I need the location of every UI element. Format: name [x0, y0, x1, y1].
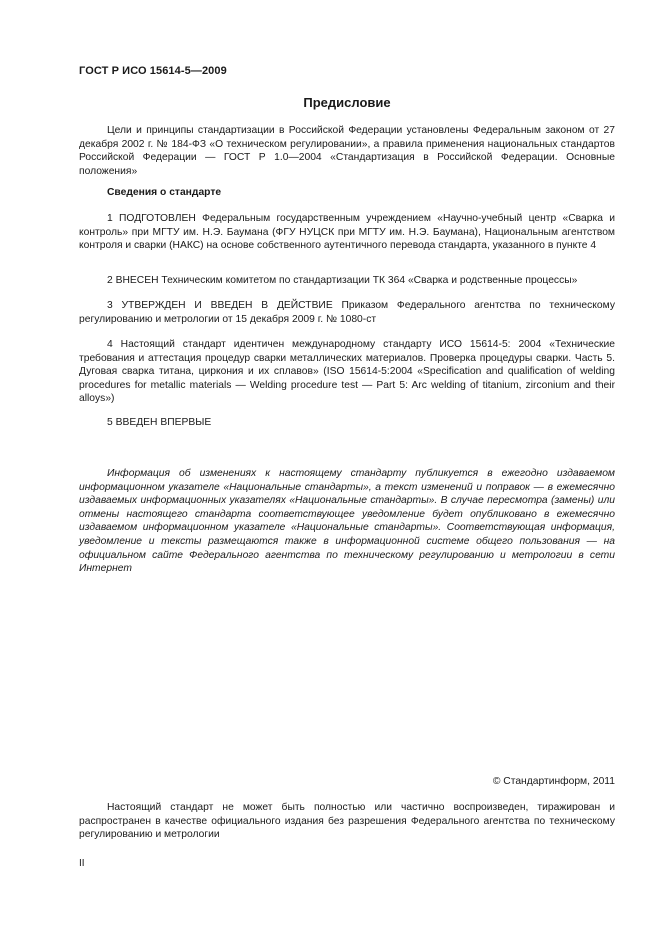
- item-5-block: [79, 416, 615, 430]
- item-1-block: [79, 212, 615, 253]
- item-4-block: [79, 338, 615, 406]
- standard-id: ГОСТ Р ИСО 15614-5—2009: [79, 65, 227, 77]
- section-heading: Сведения о стандарте: [107, 187, 222, 198]
- preface-intro-block: [79, 124, 615, 178]
- reproduction-notice: Настоящий стандарт не может быть полностью или частично воспроизведен, тиражирован и распространен в качестве официального издания без разрешения Федерального агентства по техническому регулированию и метрологии: [79, 802, 615, 841]
- preface-title: Предисловие: [303, 95, 391, 110]
- item-5: 5 ВВЕДЕН ВПЕРВЫЕ: [107, 417, 212, 428]
- section-heading-block: [79, 186, 615, 200]
- item-3-block: [79, 299, 615, 326]
- item-4: 4 Настоящий стандарт идентичен международному стандарту ИСО 15614-5: 2004 «Технические требования и аттестация процедур сварки металлических материалов. Проверка процедуры сварки. Часть 5. Дуговая сварка титана, циркония и их сплавов» (ISO 15614-5:2004 «Specification and qualification of welding procedures for metallic materials — Welding procedure test — Part 5: Arc welding of titanium, zirconium and their alloys»): [79, 339, 615, 405]
- page-number: II: [79, 858, 85, 869]
- notice-block: [79, 467, 615, 576]
- preface-intro: Цели и принципы стандартизации в Российской Федерации установлены Федеральным законом от 27 декабря 2002 г. № 184-ФЗ «О техническом регулировании», а правила применения национальных стандартов Российской Федерации — ГОСТ Р 1.0—2004 «Стандартизация в Российской Федерации. Основные положения»: [79, 125, 615, 177]
- item-2-block: [79, 274, 615, 288]
- copyright: © Стандартинформ, 2011: [492, 776, 615, 787]
- item-2: 2 ВНЕСЕН Техническим комитетом по стандартизации ТК 364 «Сварка и родственные процессы»: [107, 275, 578, 286]
- reproduction-notice-block: [79, 801, 615, 842]
- item-3: 3 УТВЕРЖДЕН И ВВЕДЕН В ДЕЙСТВИЕ Приказом Федерального агентства по техническому регулированию и метрологии от 15 декабря 2009 г. № 1080-ст: [79, 300, 615, 325]
- notice-text: Информация об изменениях к настоящему стандарту публикуется в ежегодно издаваемом информационном указателе «Национальные стандарты», а текст изменений и поправок — в ежемесячно издаваемых информационных указателях «Национальные стандарты». В случае пересмотра (замены) или отмены настоящего стандарта соответствующее уведомление будет опубликовано в ежемесячно издаваемом информационном указателе «Национальные стандарты». Соответствующая информация, уведомление и тексты размещаются также в информационной системе общего пользования — на официальном сайте Федерального агентства по техническому регулированию и метрологии в сети Интернет: [79, 468, 615, 575]
- item-1: 1 ПОДГОТОВЛЕН Федеральным государственным учреждением «Научно-учебный центр «Сварка и контроль» при МГТУ им. Н.Э. Баумана (ФГУ НУЦСК при МГТУ им. Н.Э. Баумана), Национальным агентством контроля и сварки (НАКС) на основе собственного аутентичного перевода стандарта, указанного в пункте 4: [79, 213, 615, 252]
